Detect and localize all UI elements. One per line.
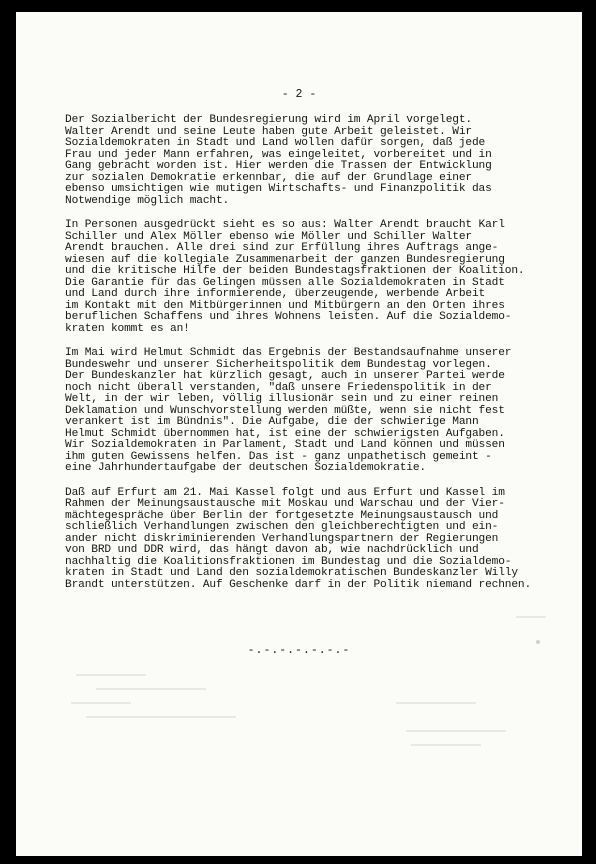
text-line: Deklamation und Wunschvorstellung werden müßte, wenn sie nicht fest (65, 404, 505, 417)
text-line: Walter Arendt und seine Leute haben gute Arbeit geleistet. Wir (65, 125, 472, 138)
text-line: kraten in Stadt und Land den sozialdemokratischen Bundeskanzler Willy (65, 567, 518, 579)
text-line: und die kritische Hilfe der beiden Bundestagsfraktionen der Koalition. (65, 265, 525, 277)
document-page (16, 12, 582, 856)
paragraph-persons (65, 220, 575, 335)
text-line: Im Mai wird Helmut Schmidt das Ergebnis der Bestandsaufnahme unserer (65, 347, 512, 359)
text-line: noch nicht überall verstanden, "daß unsere Friedenspolitik in der (65, 381, 492, 394)
text-line: verankert ist im Bündnis". Die Aufgabe, die der schwierige Mann (65, 416, 479, 428)
text-line: kraten kommt es an! (65, 322, 190, 335)
show-through-mark (96, 688, 206, 690)
text-line: Gang gebracht worden ist. Hier werden die Trassen der Entwicklung (65, 160, 492, 172)
text-line: ihm guten Gewissens helfen. Das ist - ganz unpathetisch gemeint - (65, 450, 492, 463)
text-line: im Kontakt mit den Mitbürgerinnen und Mitbürgern an den Orten ihres (65, 299, 505, 312)
paragraph-defense (65, 348, 575, 475)
text-line: Daß auf Erfurt am 21. Mai Kassel folgt und aus Erfurt und Kassel im (65, 486, 505, 499)
text-line: Sozialdemokraten in Stadt und Land wollen dafür sorgen, daß jede (65, 137, 486, 149)
text-line: Die Garantie für das Gelingen müssen alle Sozialdemokraten in Stadt (65, 276, 505, 289)
show-through-mark (71, 702, 131, 704)
text-line: Bundeswehr und unserer Sicherheitspolitik dem Bundestag vorlegen. (65, 358, 492, 371)
paragraph-erfurt-kassel (65, 488, 575, 592)
text-line: Der Bundeskanzler hat kürzlich gesagt, auch in unserer Partei werde (65, 370, 505, 382)
show-through-mark (396, 702, 476, 704)
text-line: Frau und jeder Mann erfahren, was eingeleitet, vorbereitet und in (65, 148, 492, 161)
page-number: - 2 - (281, 88, 317, 101)
show-through-mark (411, 744, 481, 746)
text-line: In Personen ausgedrückt sieht es so aus: Walter Arendt braucht Karl (65, 219, 505, 231)
text-line: schließlich Verhandlungen zwischen den gleichberechtigten und ein- (65, 521, 499, 533)
text-line: zur sozialen Demokratie erkennbar, die auf der Grundlage einer (65, 171, 472, 184)
text-line: Welt, in der wir leben, völlig illusionär sein und zu einer reinen (65, 393, 499, 405)
text-line: wiesen auf die kollegiale Zusammenarbeit der ganzen Bundesregierung (65, 253, 505, 266)
paragraph-social-report (65, 115, 575, 207)
show-through-mark (86, 716, 236, 718)
show-through-dot (536, 640, 540, 644)
show-through-mark (406, 730, 506, 732)
text-line: Brandt unterstützen. Auf Geschenke darf in der Politik niemand rechnen. (65, 578, 532, 591)
text-line: und Land durch ihre informierende, überzeugende, werbende Arbeit (65, 288, 486, 300)
text-line: Wir Sozialdemokraten in Parlament, Stadt und Land können und müssen (65, 439, 505, 451)
text-line: Helmut Schmidt übernommen hat, ist eine der schwierigsten Aufgaben. (65, 427, 505, 440)
text-line: nachhaltig die Koalitionsfraktionen im Bundestag und die Sozialdemo- (65, 555, 512, 568)
text-line: Rahmen der Meinungsaustausche mit Moskau und Warschau und der Vier- (65, 498, 505, 510)
show-through-mark (76, 674, 146, 676)
text-line: Arendt brauchen. Alle drei sind zur Erfüllung ihres Auftrags ange- (65, 242, 499, 254)
show-through-mark (516, 616, 546, 618)
text-line: mächtegespräche über Berlin der fortgesetzte Meinungsaustausch und (65, 509, 499, 522)
text-line: eine Jahrhundertaufgabe der deutschen Sozialdemokratie. (65, 462, 426, 474)
text-line: ander nicht diskriminierenden Verhandlungspartnern der Regierungen (65, 532, 499, 545)
section-separator: -.-.-.-.-.-.- (247, 644, 351, 657)
text-line: von BRD und DDR wird, das hängt davon ab, wie nachdrücklich und (65, 544, 479, 556)
text-line: Der Sozialbericht der Bundesregierung wird im April vorgelegt. (65, 114, 472, 126)
text-line: Notwendige möglich macht. (65, 194, 230, 207)
text-line: beruflichen Schaffens und ihres Wohnens leisten. Auf die Sozialdemo- (65, 311, 512, 323)
body-text (65, 115, 575, 604)
text-line: Schiller und Alex Möller ebenso wie Möller und Schiller Walter (65, 230, 472, 243)
text-line: ebenso umsichtigen wie mutigen Wirtschafts- und Finanzpolitik das (65, 183, 492, 195)
